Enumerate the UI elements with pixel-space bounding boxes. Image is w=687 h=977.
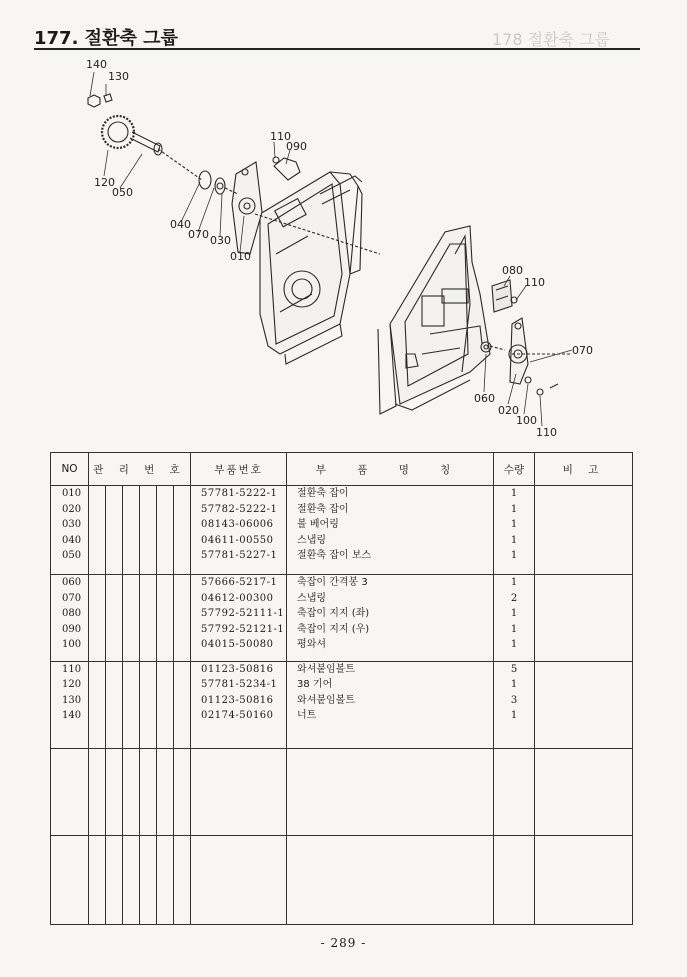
part-name: 축잡이 지지 (우) xyxy=(297,623,370,635)
part-no: 57792-52111-1 xyxy=(201,608,285,619)
part-name-cell xyxy=(287,486,494,575)
mgmt-cell xyxy=(106,486,123,575)
no-cell xyxy=(51,661,89,748)
no-value: 050 xyxy=(62,550,82,561)
part-no-cell xyxy=(191,486,287,575)
qty: 1 xyxy=(510,710,518,722)
part-no: 57782-5222-1 xyxy=(201,503,278,515)
header-remark: 비 고 xyxy=(535,453,633,486)
mgmt-cell xyxy=(89,575,106,662)
part-name-cell xyxy=(287,661,494,748)
callout-label: 130 xyxy=(108,70,129,83)
part-no-cell xyxy=(191,661,287,748)
no-value: 110 xyxy=(62,663,82,675)
no-value: 030 xyxy=(62,519,82,530)
part-name: 절환축 잡이 xyxy=(297,488,349,499)
callout-label: 070 xyxy=(188,228,209,241)
callout-label: 120 xyxy=(94,176,115,189)
no-value: 100 xyxy=(62,639,82,650)
mgmt-cell xyxy=(157,575,174,662)
qty-cell xyxy=(494,486,535,575)
qty: 1 xyxy=(510,488,518,499)
part-no: 57781-5227-1 xyxy=(201,550,278,561)
qty-cell xyxy=(494,661,535,748)
part-no-cell xyxy=(191,575,287,662)
qty: 1 xyxy=(510,679,518,691)
callout-label: 140 xyxy=(86,58,107,71)
qty: 1 xyxy=(510,608,518,619)
part-no: 04611-00550 xyxy=(201,534,274,546)
mgmt-cell xyxy=(89,486,106,575)
mgmt-cell xyxy=(123,661,140,748)
mgmt-cell xyxy=(106,661,123,748)
part-no: 01123-50816 xyxy=(201,663,274,675)
part-name: 절환축 잡이 보스 xyxy=(297,550,372,561)
part-no: 57781-5222-1 xyxy=(201,488,278,499)
part-name-cell xyxy=(287,575,494,662)
part-name: 너트 xyxy=(297,710,317,722)
qty: 1 xyxy=(510,623,518,635)
remark-cell xyxy=(535,661,633,748)
header-part-name: 부 품 명 칭 xyxy=(287,453,494,486)
bleed-through-text: 178 절환축 그룹 xyxy=(492,30,610,49)
part-no: 02174-50160 xyxy=(201,710,274,722)
callout-label: 110 xyxy=(524,276,545,289)
table-row-group-empty xyxy=(51,835,633,924)
callout-label: 090 xyxy=(286,140,307,153)
qty: 1 xyxy=(510,519,518,530)
qty-cell xyxy=(494,575,535,662)
header-mgmt-no: 관 리 번 호 xyxy=(89,453,191,486)
no-cell xyxy=(51,486,89,575)
no-value: 090 xyxy=(62,623,82,635)
table-row-group xyxy=(51,575,633,662)
qty: 1 xyxy=(510,577,518,588)
mgmt-cell xyxy=(140,486,157,575)
exploded-parts-diagram xyxy=(50,54,640,444)
mgmt-cell xyxy=(140,575,157,662)
qty: 2 xyxy=(510,592,518,604)
part-no: 01123-50816 xyxy=(201,694,274,706)
callout-label: 070 xyxy=(572,344,593,357)
callout-label: 050 xyxy=(112,186,133,199)
callout-label: 010 xyxy=(230,250,251,263)
no-value: 010 xyxy=(62,488,82,499)
parts-table xyxy=(50,452,633,925)
table-row-group xyxy=(51,661,633,748)
no-cell xyxy=(51,575,89,662)
no-value: 130 xyxy=(62,694,82,706)
callout-label: 030 xyxy=(210,234,231,247)
callout-label: 100 xyxy=(516,414,537,427)
part-name: 볼 베어링 xyxy=(297,519,339,530)
no-value: 060 xyxy=(62,577,82,588)
diagram-drawing xyxy=(88,94,570,414)
mgmt-cell xyxy=(157,486,174,575)
part-no: 57666-5217-1 xyxy=(201,577,278,588)
part-name: 절환축 잡이 xyxy=(297,503,349,515)
part-no: 08143-06006 xyxy=(201,519,274,530)
no-value: 070 xyxy=(62,592,82,604)
header-part-no: 부품번호 xyxy=(191,453,287,486)
part-name: 축잡이 간격봉 3 xyxy=(297,577,368,588)
qty: 1 xyxy=(510,639,518,650)
part-name: 38 기어 xyxy=(297,679,333,691)
part-name: 스냅링 xyxy=(297,534,327,546)
no-value: 140 xyxy=(62,710,82,722)
mgmt-cell xyxy=(123,486,140,575)
mgmt-cell xyxy=(157,661,174,748)
callout-label: 080 xyxy=(502,264,523,277)
no-value: 120 xyxy=(62,679,82,691)
mgmt-cell xyxy=(123,575,140,662)
qty: 1 xyxy=(510,550,518,561)
callout-label: 110 xyxy=(270,130,291,143)
table-header-row xyxy=(51,453,633,486)
qty: 1 xyxy=(510,534,518,546)
table-row-group-empty xyxy=(51,748,633,835)
no-value: 020 xyxy=(62,503,82,515)
mgmt-cell xyxy=(174,575,191,662)
mgmt-cell xyxy=(140,661,157,748)
part-name: 축잡이 지지 (좌) xyxy=(297,608,370,619)
part-no: 57792-52121-1 xyxy=(201,623,285,635)
qty: 1 xyxy=(510,503,518,515)
part-no: 04612-00300 xyxy=(201,592,274,604)
remark-cell xyxy=(535,575,633,662)
qty: 5 xyxy=(510,663,518,675)
page-number: - 289 - xyxy=(320,936,367,950)
mgmt-cell xyxy=(174,661,191,748)
header-no: NO xyxy=(51,453,89,486)
mgmt-cell xyxy=(106,575,123,662)
part-no: 57781-5234-1 xyxy=(201,679,278,691)
part-no: 04015-50080 xyxy=(201,639,274,650)
no-value: 040 xyxy=(62,534,82,546)
part-name: 평와셔 xyxy=(297,639,327,650)
page-title: 177. 절환축 그룹 xyxy=(34,28,178,49)
callout-label: 040 xyxy=(170,218,191,231)
table-row-group xyxy=(51,486,633,575)
part-name: 스냅링 xyxy=(297,592,327,604)
no-value: 080 xyxy=(62,608,82,619)
callout-label: 020 xyxy=(498,404,519,417)
part-name: 와셔붙임볼트 xyxy=(297,694,355,706)
mgmt-cell xyxy=(174,486,191,575)
callout-label: 110 xyxy=(536,426,557,439)
header-qty: 수량 xyxy=(494,453,535,486)
qty: 3 xyxy=(510,694,518,706)
mgmt-cell xyxy=(89,661,106,748)
callout-label: 060 xyxy=(474,392,495,405)
remark-cell xyxy=(535,486,633,575)
part-name: 와셔붙임볼트 xyxy=(297,663,355,675)
